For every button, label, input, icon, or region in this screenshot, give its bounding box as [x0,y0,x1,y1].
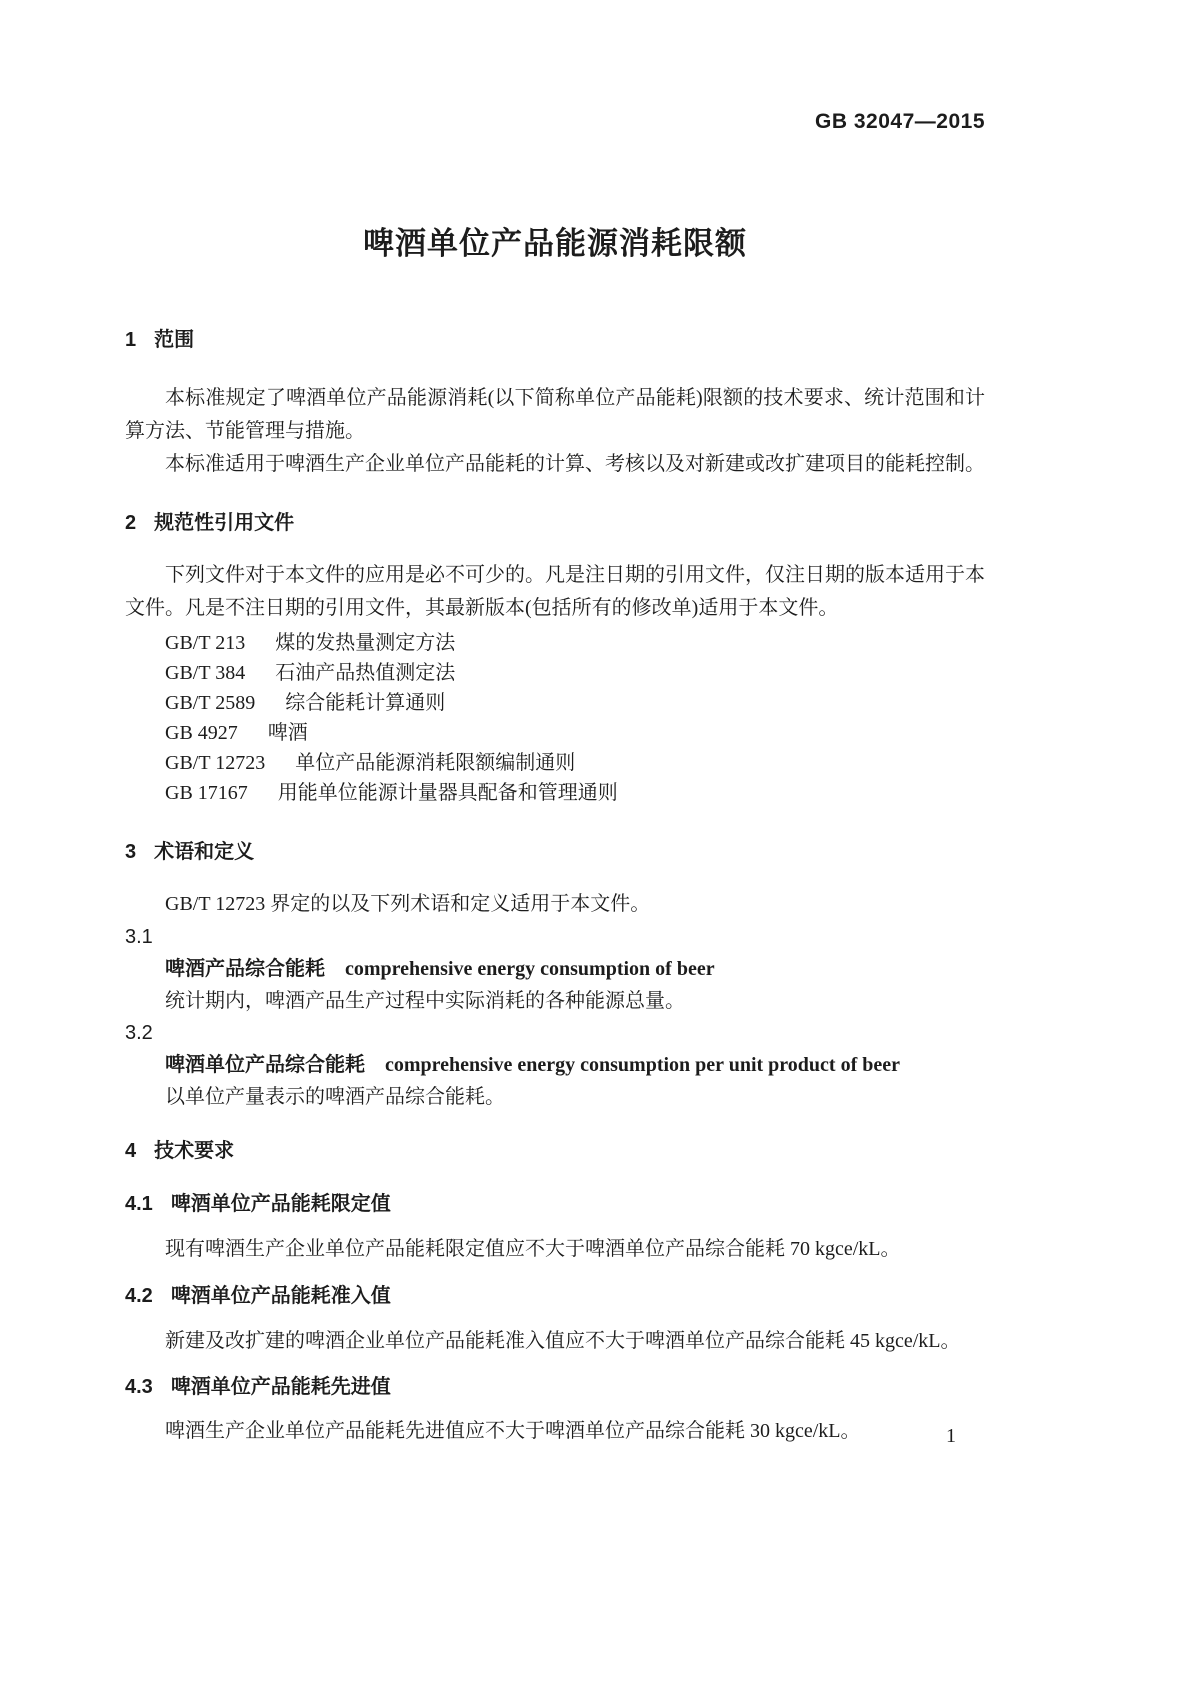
reference-code: GB/T 213 [165,632,246,654]
term-heading [165,1049,985,1081]
term-number: 3.2 [125,1022,153,1044]
normative-references-list [125,628,985,808]
section-4-heading [125,1137,985,1165]
subsection-4-3-number: 4.3 [125,1376,153,1398]
reference-code: GB 4927 [165,722,238,744]
subsection-4-2-heading [125,1283,985,1309]
reference-title: 啤酒 [267,722,308,744]
section-2-heading [125,509,985,537]
section-3-number: 3 [125,841,137,863]
section-1-number: 1 [125,329,137,351]
section-3-title: 术语和定义 [154,841,255,863]
subsection-4-1-number: 4.1 [125,1193,153,1215]
section-1-heading [125,326,985,354]
term-english: comprehensive energy consumption of beer [345,958,715,980]
term-number: 3.1 [125,926,153,948]
term-definition: 统计期内，啤酒产品生产过程中实际消耗的各种能源总量。 [165,990,685,1012]
subsection-4-3-paragraph: 啤酒生产企业单位产品能耗先进值应不大于啤酒单位产品综合能耗 30 kgce/kL。 [165,1420,861,1442]
section-1-paragraph-2: 本标准适用于啤酒生产企业单位产品能耗的计算、考核以及对新建或改扩建项目的能耗控制。 [165,453,985,475]
page-number: 1 [946,1425,956,1447]
term-definition: 以单位产量表示的啤酒产品综合能耗。 [165,1086,505,1108]
subsection-4-3-title: 啤酒单位产品能耗先进值 [170,1376,391,1398]
reference-title: 用能单位能源计量器具配备和管理通则 [277,782,618,804]
reference-title: 单位产品能源消耗限额编制通则 [295,752,576,774]
section-4-title: 技术要求 [154,1140,235,1162]
reference-code: GB/T 384 [165,662,246,684]
reference-item [165,628,985,658]
term-chinese: 啤酒产品综合能耗 [165,958,325,980]
reference-title: 煤的发热量测定方法 [275,632,456,654]
subsection-4-2-title: 啤酒单位产品能耗准入值 [170,1285,391,1307]
subsection-4-1-title: 啤酒单位产品能耗限定值 [170,1193,391,1215]
section-1-title: 范围 [154,329,195,351]
section-2-number: 2 [125,512,137,534]
document-title: 啤酒单位产品能源消耗限额 [363,226,747,261]
standard-number: GB 32047—2015 [815,110,985,133]
reference-item [165,658,985,688]
subsection-4-1-heading [125,1191,985,1217]
subsection-4-1-paragraph: 现有啤酒生产企业单位产品能耗限定值应不大于啤酒单位产品综合能耗 70 kgce/kL。 [165,1238,901,1260]
reference-item [165,778,985,808]
section-3-heading [125,838,985,866]
reference-code: GB 17167 [165,782,248,804]
section-2-paragraph-1: 下列文件对于本文件的应用是必不可少的。凡是注日期的引用文件，仅注日期的版本适用于本文件。凡是不注日期的引用文件，其最新版本(包括所有的修改单)适用于本文件。 [125,564,985,619]
subsection-4-3-heading [125,1374,985,1400]
reference-code: GB/T 2589 [165,692,256,714]
terms-and-definitions [125,921,985,1113]
section-4-number: 4 [125,1140,137,1162]
reference-title: 石油产品热值测定法 [275,662,456,684]
reference-item [165,718,985,748]
section-2-title: 规范性引用文件 [154,512,295,534]
subsection-4-2-paragraph: 新建及改扩建的啤酒企业单位产品能耗准入值应不大于啤酒单位产品综合能耗 45 kgce/kL。 [165,1330,961,1352]
section-1-paragraph-1: 本标准规定了啤酒单位产品能源消耗(以下简称单位产品能耗)限额的技术要求、统计范围和计算方法、节能管理与措施。 [125,387,985,442]
section-3-intro: GB/T 12723 界定的以及下列术语和定义适用于本文件。 [165,893,651,915]
reference-item [165,748,985,778]
document-content [125,0,985,1448]
subsection-4-2-number: 4.2 [125,1285,153,1307]
term-chinese: 啤酒单位产品综合能耗 [165,1054,365,1076]
reference-title: 综合能耗计算通则 [285,692,446,714]
term-english: comprehensive energy consumption per unit product of beer [385,1054,900,1076]
reference-code: GB/T 12723 [165,752,266,774]
reference-item [165,688,985,718]
term-heading [165,953,985,985]
